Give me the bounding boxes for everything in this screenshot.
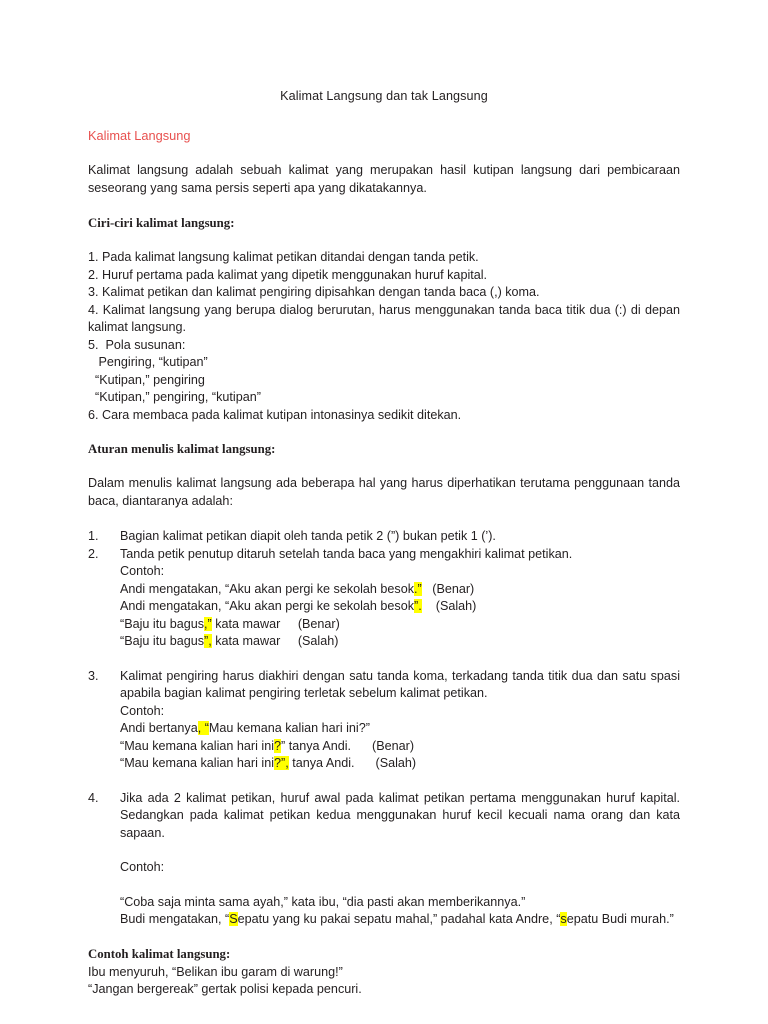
example-verdict: (Benar) [432, 581, 475, 596]
rule-number: 1. [88, 529, 99, 543]
example-line [120, 755, 680, 773]
spacer [88, 424, 680, 441]
example-pre: “Mau kemana kalian hari ini [120, 756, 274, 770]
rule-item-1 [88, 528, 680, 546]
highlighted-text: ,” [204, 616, 212, 631]
example-line [120, 598, 680, 616]
pola-susunan-line: “Kutipan,” pengiring, “kutipan” [88, 390, 261, 404]
example-line [120, 633, 680, 651]
rule-number: 3. [88, 668, 99, 683]
highlighted-text: ”, [204, 634, 212, 648]
highlighted-text: ? [274, 738, 282, 753]
highlighted-text: S [229, 912, 238, 926]
section-heading-kalimat-langsung: Kalimat Langsung [88, 128, 191, 143]
example-line [120, 738, 680, 756]
example-verdict: (Salah) [375, 756, 417, 770]
list-item: 3. Kalimat petikan dan kalimat pengiring dipisahkan dengan tanda baca (,) koma. [88, 285, 540, 299]
list-item: 6. Cara membaca pada kalimat kutipan intonasinya sedikit ditekan. [88, 407, 462, 422]
example-pre: “Baju itu bagus [120, 616, 205, 631]
rule-text: Bagian kalimat petikan diapit oleh tanda petik 2 (”) bukan petik 1 (’). [120, 529, 496, 543]
heading-aturan-menulis: Aturan menulis kalimat langsung: [88, 442, 276, 456]
example-verdict: (Benar) [372, 738, 415, 753]
example-verdict: (Salah) [435, 599, 477, 613]
rule-item-3 [88, 668, 680, 773]
rule-text: Tanda petik penutup ditaruh setelah tanda baca yang mengakhiri kalimat petikan. [120, 546, 573, 561]
list-item: 5. Pola susunan: [88, 337, 186, 352]
contoh-label: Contoh: [120, 860, 165, 874]
example-pre: Andi mengatakan, “Aku akan pergi ke sekolah besok [120, 599, 415, 613]
example-pre: Budi mengatakan, “ [120, 912, 230, 926]
list-item: 4. Kalimat langsung yang berupa dialog berurutan, harus menggunakan tanda baca titik dua (:) di depan kalimat langsung. [88, 302, 680, 334]
rule-item-2 [88, 546, 680, 651]
list-item: 1. Pada kalimat langsung kalimat petikan ditandai dengan tanda petik. [88, 250, 479, 264]
example-post: kata mawar [211, 616, 281, 631]
spacer [88, 929, 680, 946]
heading-ciri-ciri: Ciri-ciri kalimat langsung: [88, 216, 235, 230]
contoh-label: Contoh: [120, 564, 165, 578]
example-pre: Andi mengatakan, “Aku akan pergi ke sekolah besok [120, 581, 415, 596]
document-content [88, 88, 680, 999]
example-line-highlighted [120, 911, 680, 929]
contoh-line: Ibu menyuruh, “Belikan ibu garam di warung!” [88, 964, 343, 979]
example-line [120, 720, 680, 738]
list-item: 2. Huruf pertama pada kalimat yang dipetik menggunakan huruf kapital. [88, 267, 488, 282]
contoh-line: “Jangan bergereak” gertak polisi kepada pencuri. [88, 982, 362, 996]
example-pre: “Baju itu bagus [120, 634, 205, 648]
highlighted-text: s [560, 912, 567, 926]
highlighted-text: ?”, [274, 756, 289, 770]
example-post: kata mawar [211, 634, 281, 648]
example-verdict: (Benar) [297, 616, 340, 631]
rule-item-4 [88, 790, 680, 929]
example-post: ” tanya Andi. [281, 738, 352, 753]
heading-contoh-kalimat-langsung: Contoh kalimat langsung: [88, 946, 231, 961]
example-mid: epatu yang ku pakai sepatu mahal,” padahal kata Andre, “ [237, 912, 561, 926]
example-line-plain: “Coba saja minta sama ayah,” kata ibu, “dia pasti akan memberikannya.” [120, 894, 526, 909]
intro-paragraph: Kalimat langsung adalah sebuah kalimat yang merupakan hasil kutipan langsung dari pembicaraan seseorang yang sama persis seperti apa yang dikatakannya. [88, 163, 680, 195]
rule-number: 2. [88, 546, 99, 561]
pola-susunan-line: “Kutipan,” pengiring [88, 372, 205, 387]
rule-text: Jika ada 2 kalimat petikan, huruf awal pada kalimat petikan pertama menggunakan huruf kapital. Sedangkan pada kalimat petikan kedua menggunakan huruf kecil kecuali nama orang dan kata sapaan. [120, 790, 680, 840]
example-line [120, 581, 680, 599]
rule-number: 4. [88, 790, 99, 805]
spacer [88, 773, 680, 790]
highlighted-text: ”. [414, 599, 422, 613]
example-post: epatu Budi murah.” [566, 912, 674, 926]
example-post: tanya Andi. [288, 756, 355, 770]
ciri-ciri-list [88, 249, 680, 424]
example-post: Mau kemana kalian hari ini?” [208, 721, 370, 735]
example-line [120, 616, 680, 634]
rule-text: Kalimat pengiring harus diakhiri dengan satu tanda koma, terkadang tanda titik dua dan satu spasi apabila bagian kalimat pengiring terletak sebelum kalimat petikan. [120, 668, 680, 700]
pola-susunan-line: Pengiring, “kutipan” [88, 355, 208, 369]
highlighted-text: , “ [197, 721, 209, 735]
aturan-paragraph: Dalam menulis kalimat langsung ada beberapa hal yang harus diperhatikan terutama penggunaan tanda baca, diantaranya adalah: [88, 476, 680, 508]
spacer [120, 842, 680, 859]
spacer [120, 877, 680, 894]
spacer [88, 651, 680, 668]
highlighted-text: .” [414, 581, 422, 596]
example-pre: Andi bertanya [120, 721, 198, 735]
example-pre: “Mau kemana kalian hari ini [120, 738, 274, 753]
contoh-label: Contoh: [120, 703, 165, 718]
document-title: Kalimat Langsung dan tak Langsung [280, 89, 488, 103]
example-verdict: (Salah) [297, 634, 339, 648]
